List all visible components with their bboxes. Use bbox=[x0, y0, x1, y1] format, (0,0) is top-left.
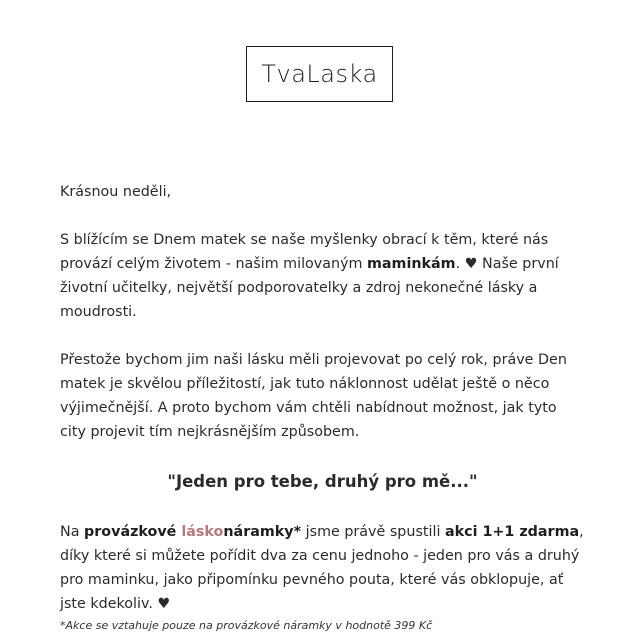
offer-mid: jsme právě spustili bbox=[301, 524, 445, 540]
intro-text-2: . ♥ Naše první životní učitelky, největší podporovatelky a zdroj nekonečné lásky a moudrosti. bbox=[60, 256, 559, 320]
intro-text-1: S blížícím se Dnem matek se naše myšlenky obrací k těm, které nás provází celým životem - našim milovaným bbox=[60, 232, 549, 272]
slogan-quote: "Jeden pro tebe, druhý pro mě..." bbox=[167, 472, 478, 491]
product-name-a: provázkové bbox=[84, 524, 182, 540]
brand-logo[interactable] bbox=[246, 46, 393, 102]
body-paragraph: Přestože bychom jim naši lásku měli projevovat po celý rok, práve Den matek je skvělou příležitostí, jak tuto náklonnost udělat ještě o něco výjimečnější. A proto bychom vám chtěli nabídnout možnost, jak tyto city projevit tím nejkrásnějším způsobem. bbox=[60, 352, 567, 440]
email-body bbox=[60, 180, 585, 633]
product-name-pink: lásko bbox=[181, 524, 224, 540]
product-name-b: náramky* bbox=[223, 524, 302, 540]
offer-prefix: Na bbox=[60, 524, 85, 540]
intro-paragraph bbox=[60, 228, 585, 324]
intro-bold-mothers: maminkám bbox=[367, 256, 456, 272]
brand-name: TvaLaska bbox=[261, 60, 378, 88]
footnote: *Akce se vztahuje pouze na provázkové náramky v hodnotě 399 Kč bbox=[60, 619, 433, 632]
greeting: Krásnou neděli, bbox=[60, 184, 172, 200]
offer-paragraph bbox=[60, 520, 585, 616]
offer-highlight: akci 1+1 zdarma bbox=[444, 524, 580, 540]
offer-rest: , díky které si můžete pořídit dva za cenu jednoho - jeden pro vás a druhý pro maminku, jako připomínku pevného pouta, které vás obklopuje, ať jste kdekoliv. ♥ bbox=[60, 524, 584, 612]
